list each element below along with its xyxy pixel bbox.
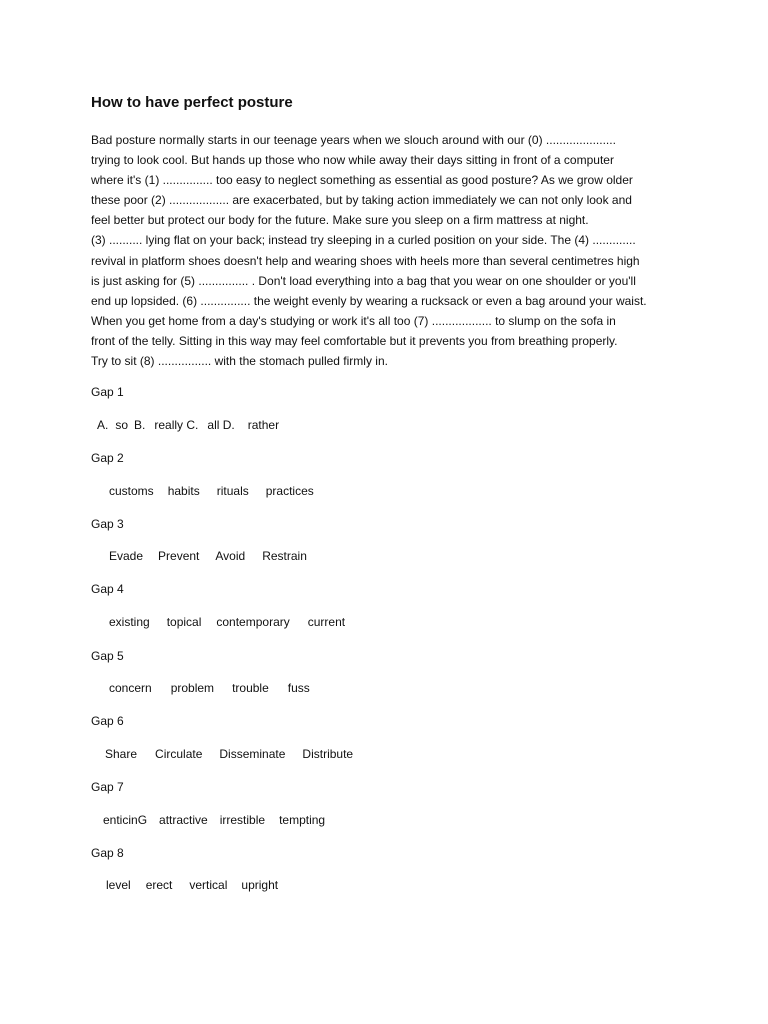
gap-6-option: Disseminate — [219, 747, 286, 761]
gap-1-option: A. — [97, 418, 109, 432]
gap-5-option: problem — [170, 681, 215, 695]
passage-line: end up lopsided. (6) ............... the weight evenly by wearing a rucksack or even a bag around your waist. — [91, 293, 647, 308]
gap-6-label: Gap 6 — [91, 714, 124, 728]
passage-line: When you get home from a day's studying or work it's all too (7) .................. to slump on the sofa in — [91, 313, 616, 328]
gap-1-option: really C. — [154, 418, 199, 432]
gap-5-options — [109, 681, 310, 695]
gap-7-option: enticinG — [103, 813, 148, 827]
gap-7-option: tempting — [279, 813, 326, 827]
gap-5-option: concern — [109, 681, 152, 695]
gap-2-option: habits — [167, 484, 200, 498]
gap-8-option: vertical — [189, 878, 228, 892]
gap-4-label: Gap 4 — [91, 582, 124, 596]
gap-2-option: practices — [265, 484, 314, 498]
gap-3-option: Avoid — [215, 549, 246, 563]
passage-line: Try to sit (8) ................ with the stomach pulled firmly in. — [91, 354, 388, 369]
passage-paragraph — [91, 130, 691, 371]
gap-2-option: rituals — [216, 484, 249, 498]
gap-7-option: attractive — [159, 813, 208, 827]
gap-4-option: current — [307, 615, 346, 629]
passage-line: these poor (2) .................. are exacerbated, but by taking action immediately we can not only look and — [91, 193, 632, 208]
gap-1-option: all D. — [207, 418, 235, 432]
gap-8-option: level — [106, 878, 131, 892]
gap-3-label: Gap 3 — [91, 517, 124, 531]
gap-5-option: trouble — [232, 681, 269, 695]
gap-7-label: Gap 7 — [91, 780, 124, 794]
gap-4-options — [109, 615, 345, 629]
gap-6-option: Circulate — [155, 747, 203, 761]
gap-4-option: existing — [109, 615, 150, 629]
gap-7-option: irrestible — [219, 813, 266, 827]
gap-2-options — [109, 484, 314, 498]
passage-line: revival in platform shoes doesn't help and wearing shoes with heels more than several centimetres high — [91, 253, 640, 268]
passage-line: where it's (1) ............... too easy to neglect something as essential as good posture? As we grow older — [91, 173, 633, 188]
gap-8-option: erect — [145, 878, 173, 892]
gap-1-option: rather — [247, 418, 280, 432]
gap-4-option: contemporary — [216, 615, 290, 629]
gap-3-options — [109, 549, 307, 563]
gap-2-label: Gap 2 — [91, 451, 124, 465]
gap-5-label: Gap 5 — [91, 649, 124, 663]
passage-line: trying to look cool. But hands up those who now while away their days sitting in front of a computer — [91, 153, 614, 168]
gap-5-option: fuss — [287, 681, 310, 695]
gap-8-option: upright — [241, 878, 279, 892]
gap-1-options — [97, 418, 279, 432]
gap-6-option: Share — [105, 747, 138, 761]
gap-6-options — [105, 747, 353, 761]
gap-1-label: Gap 1 — [91, 385, 124, 399]
passage-line: Bad posture normally starts in our teenage years when we slouch around with our (0) ..................... — [91, 133, 616, 147]
gap-3-option: Evade — [109, 549, 144, 563]
page-title: How to have perfect posture — [91, 94, 293, 111]
gap-2-option: customs — [109, 484, 154, 498]
gap-6-option: Distribute — [302, 747, 354, 761]
gap-1-option: B. — [134, 418, 146, 432]
passage-line: (3) .......... lying flat on your back; instead try sleeping in a curled position on your side. The (4) ............. — [91, 233, 636, 248]
gap-7-options — [103, 813, 325, 827]
gap-3-option: Restrain — [262, 549, 307, 563]
gap-3-option: Prevent — [158, 549, 200, 563]
passage-line: is just asking for (5) ............... . Don't load everything into a bag that you wear on one shoulder or you'll — [91, 273, 636, 288]
gap-8-label: Gap 8 — [91, 846, 124, 860]
passage-line: front of the telly. Sitting in this way may feel comfortable but it prevents you from breathing properly. — [91, 333, 618, 348]
gap-8-options — [106, 878, 278, 892]
gap-1-option: so — [115, 418, 129, 432]
passage-line: feel better but protect our body for the future. Make sure you sleep on a firm mattress at night. — [91, 213, 589, 228]
gap-4-option: topical — [166, 615, 202, 629]
